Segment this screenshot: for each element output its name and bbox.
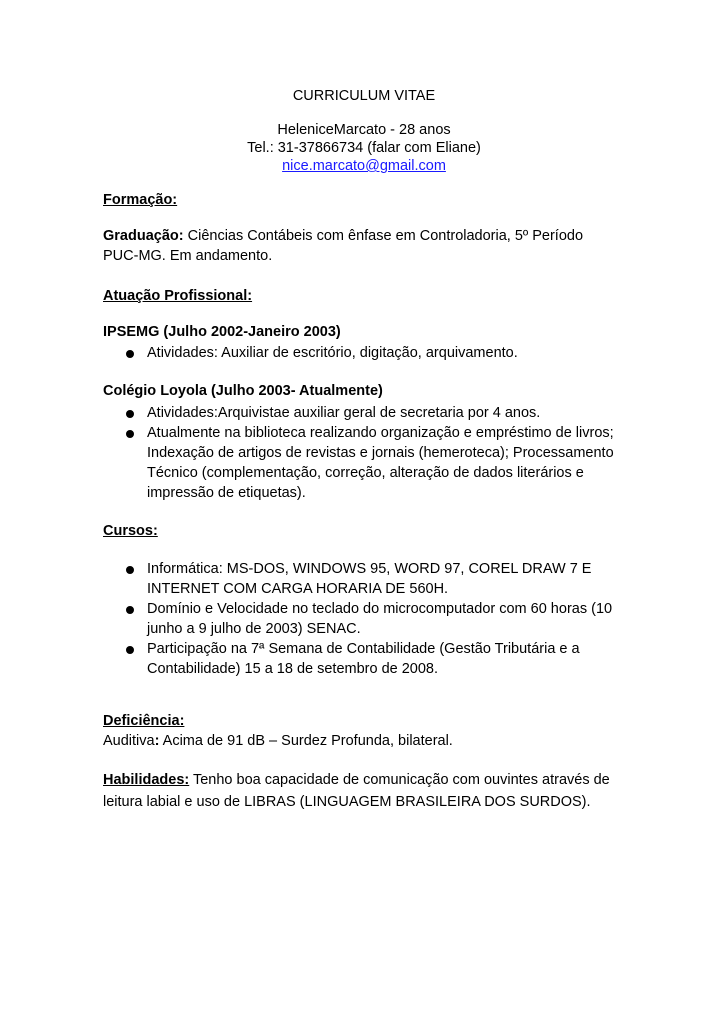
bullet-icon [126,410,134,418]
formacao-heading: Formação: [103,192,178,208]
deficiencia-label: Auditiva [103,733,155,749]
phone: Tel.: 31-37866734 (falar com Eliane) [247,140,481,156]
deficiencia-heading: Deficiência: [103,713,185,729]
bullet-icon [126,350,134,358]
job1-item: Atividades: Auxiliar de escritório, digitação, arquivamento. [147,345,518,361]
graduacao-line2: PUC-MG. Em andamento. [103,248,273,264]
habilidades-text1: Tenho boa capacidade de comunicação com ouvintes através de [189,772,610,788]
bullet-icon [126,430,134,438]
curso-item: Informática: MS-DOS, WINDOWS 95, WORD 97, COREL DRAW 7 E INTERNET COM CARGA HORARIA DE 560H. [147,561,592,597]
deficiencia-colon: : [154,733,160,749]
cursos-heading: Cursos: [103,523,158,539]
cv-title: CURRICULUM VITAE [292,88,436,104]
deficiencia-line [103,732,453,750]
graduacao-label: Graduação: [103,228,184,244]
habilidades-line1 [103,771,610,789]
job2-title: Colégio Loyola (Julho 2003- Atualmente) [103,383,383,399]
curso-item: Participação na 7ª Semana de Contabilidade (Gestão Tributária e a Contabilidade) 15 a 18 de setembro de 2008. [147,641,580,677]
email-link[interactable]: nice.marcato@gmail.com [282,158,446,174]
bullet-icon [126,606,134,614]
graduacao-line [103,227,583,245]
bullet-icon [126,566,134,574]
curso-item: Domínio e Velocidade no teclado do microcomputador com 60 horas (10 junho a 9 julho de 2003) SENAC. [147,601,613,637]
habilidades-heading: Habilidades: [103,772,190,788]
atuacao-heading: Atuação Profissional: [103,288,253,304]
name-age: HeleniceMarcato - 28 anos [277,122,451,138]
email-line [0,157,728,175]
habilidades-line2: leitura labial e uso de LIBRAS (LINGUAGEM BRASILEIRA DOS SURDOS). [103,794,591,810]
bullet-icon [126,646,134,654]
job2-item: Atualmente na biblioteca realizando organização e empréstimo de livros; Indexação de artigos de revistas e jornais (hemeroteca); Processamento Técnico (complementação, correção, alteração de dados literários e impressão de etiquetas). [147,425,614,501]
deficiencia-text: Acima de 91 dB – Surdez Profunda, bilateral. [159,733,453,749]
job1-title: IPSEMG (Julho 2002-Janeiro 2003) [103,324,341,340]
graduacao-text: Ciências Contábeis com ênfase em Controladoria, 5º Período [183,228,584,244]
job2-item: Atividades:Arquivistae auxiliar geral de secretaria por 4 anos. [147,405,541,421]
